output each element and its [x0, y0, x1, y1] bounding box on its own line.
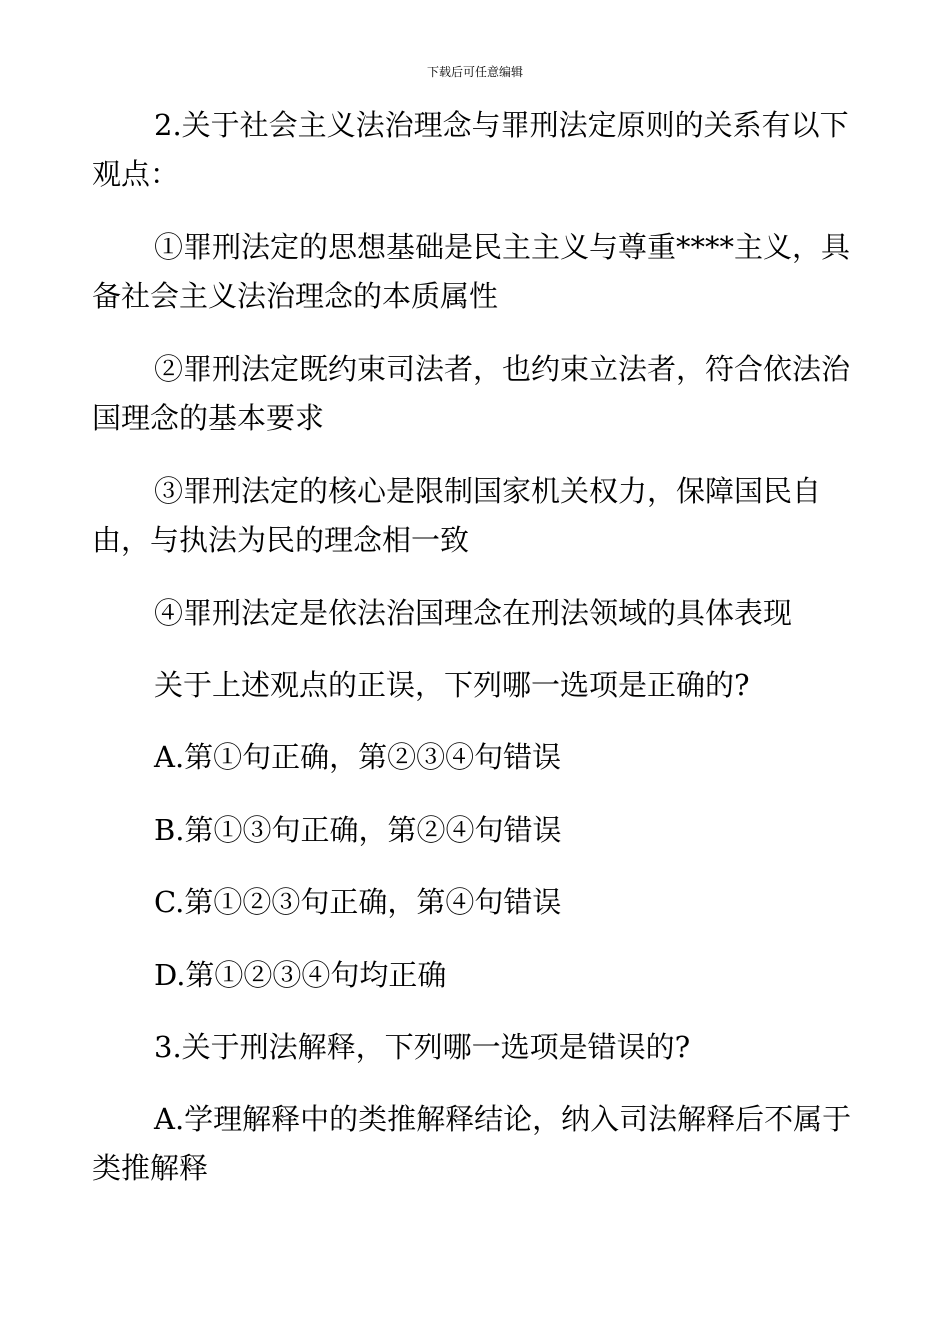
viewpoint-1: ①罪刑法定的思想基础是民主主义与尊重****主义，具备社会主义法治理念的本质属性: [92, 230, 851, 313]
option-b: B.第①③句正确，第②④句错误: [154, 813, 562, 847]
option-c: C.第①②③句正确，第④句错误: [154, 885, 562, 919]
question-3-stem: 3.关于刑法解释，下列哪一选项是错误的?: [154, 1030, 691, 1064]
viewpoint-2: ②罪刑法定既约束司法者，也约束立法者，符合依法治国理念的基本要求: [92, 352, 851, 435]
question-2-stem: 2.关于社会主义法治理念与罪刑法定原则的关系有以下观点：: [92, 108, 849, 191]
viewpoint-3: ③罪刑法定的核心是限制国家机关权力，保障国民自由，与执法为民的理念相一致: [92, 474, 822, 557]
viewpoint-4: ④罪刑法定是依法治国理念在刑法领域的具体表现: [154, 596, 793, 630]
question-2-prompt: 关于上述观点的正误，下列哪一选项是正确的?: [154, 668, 750, 702]
option-a: A.第①句正确，第②③④句错误: [154, 740, 562, 774]
page-header: 下载后可任意编辑: [426, 65, 523, 79]
option-d: D.第①②③④句均正确: [154, 958, 447, 992]
question-3-option-a: A.学理解释中的类推解释结论，纳入司法解释后不属于类推解释: [92, 1102, 852, 1185]
